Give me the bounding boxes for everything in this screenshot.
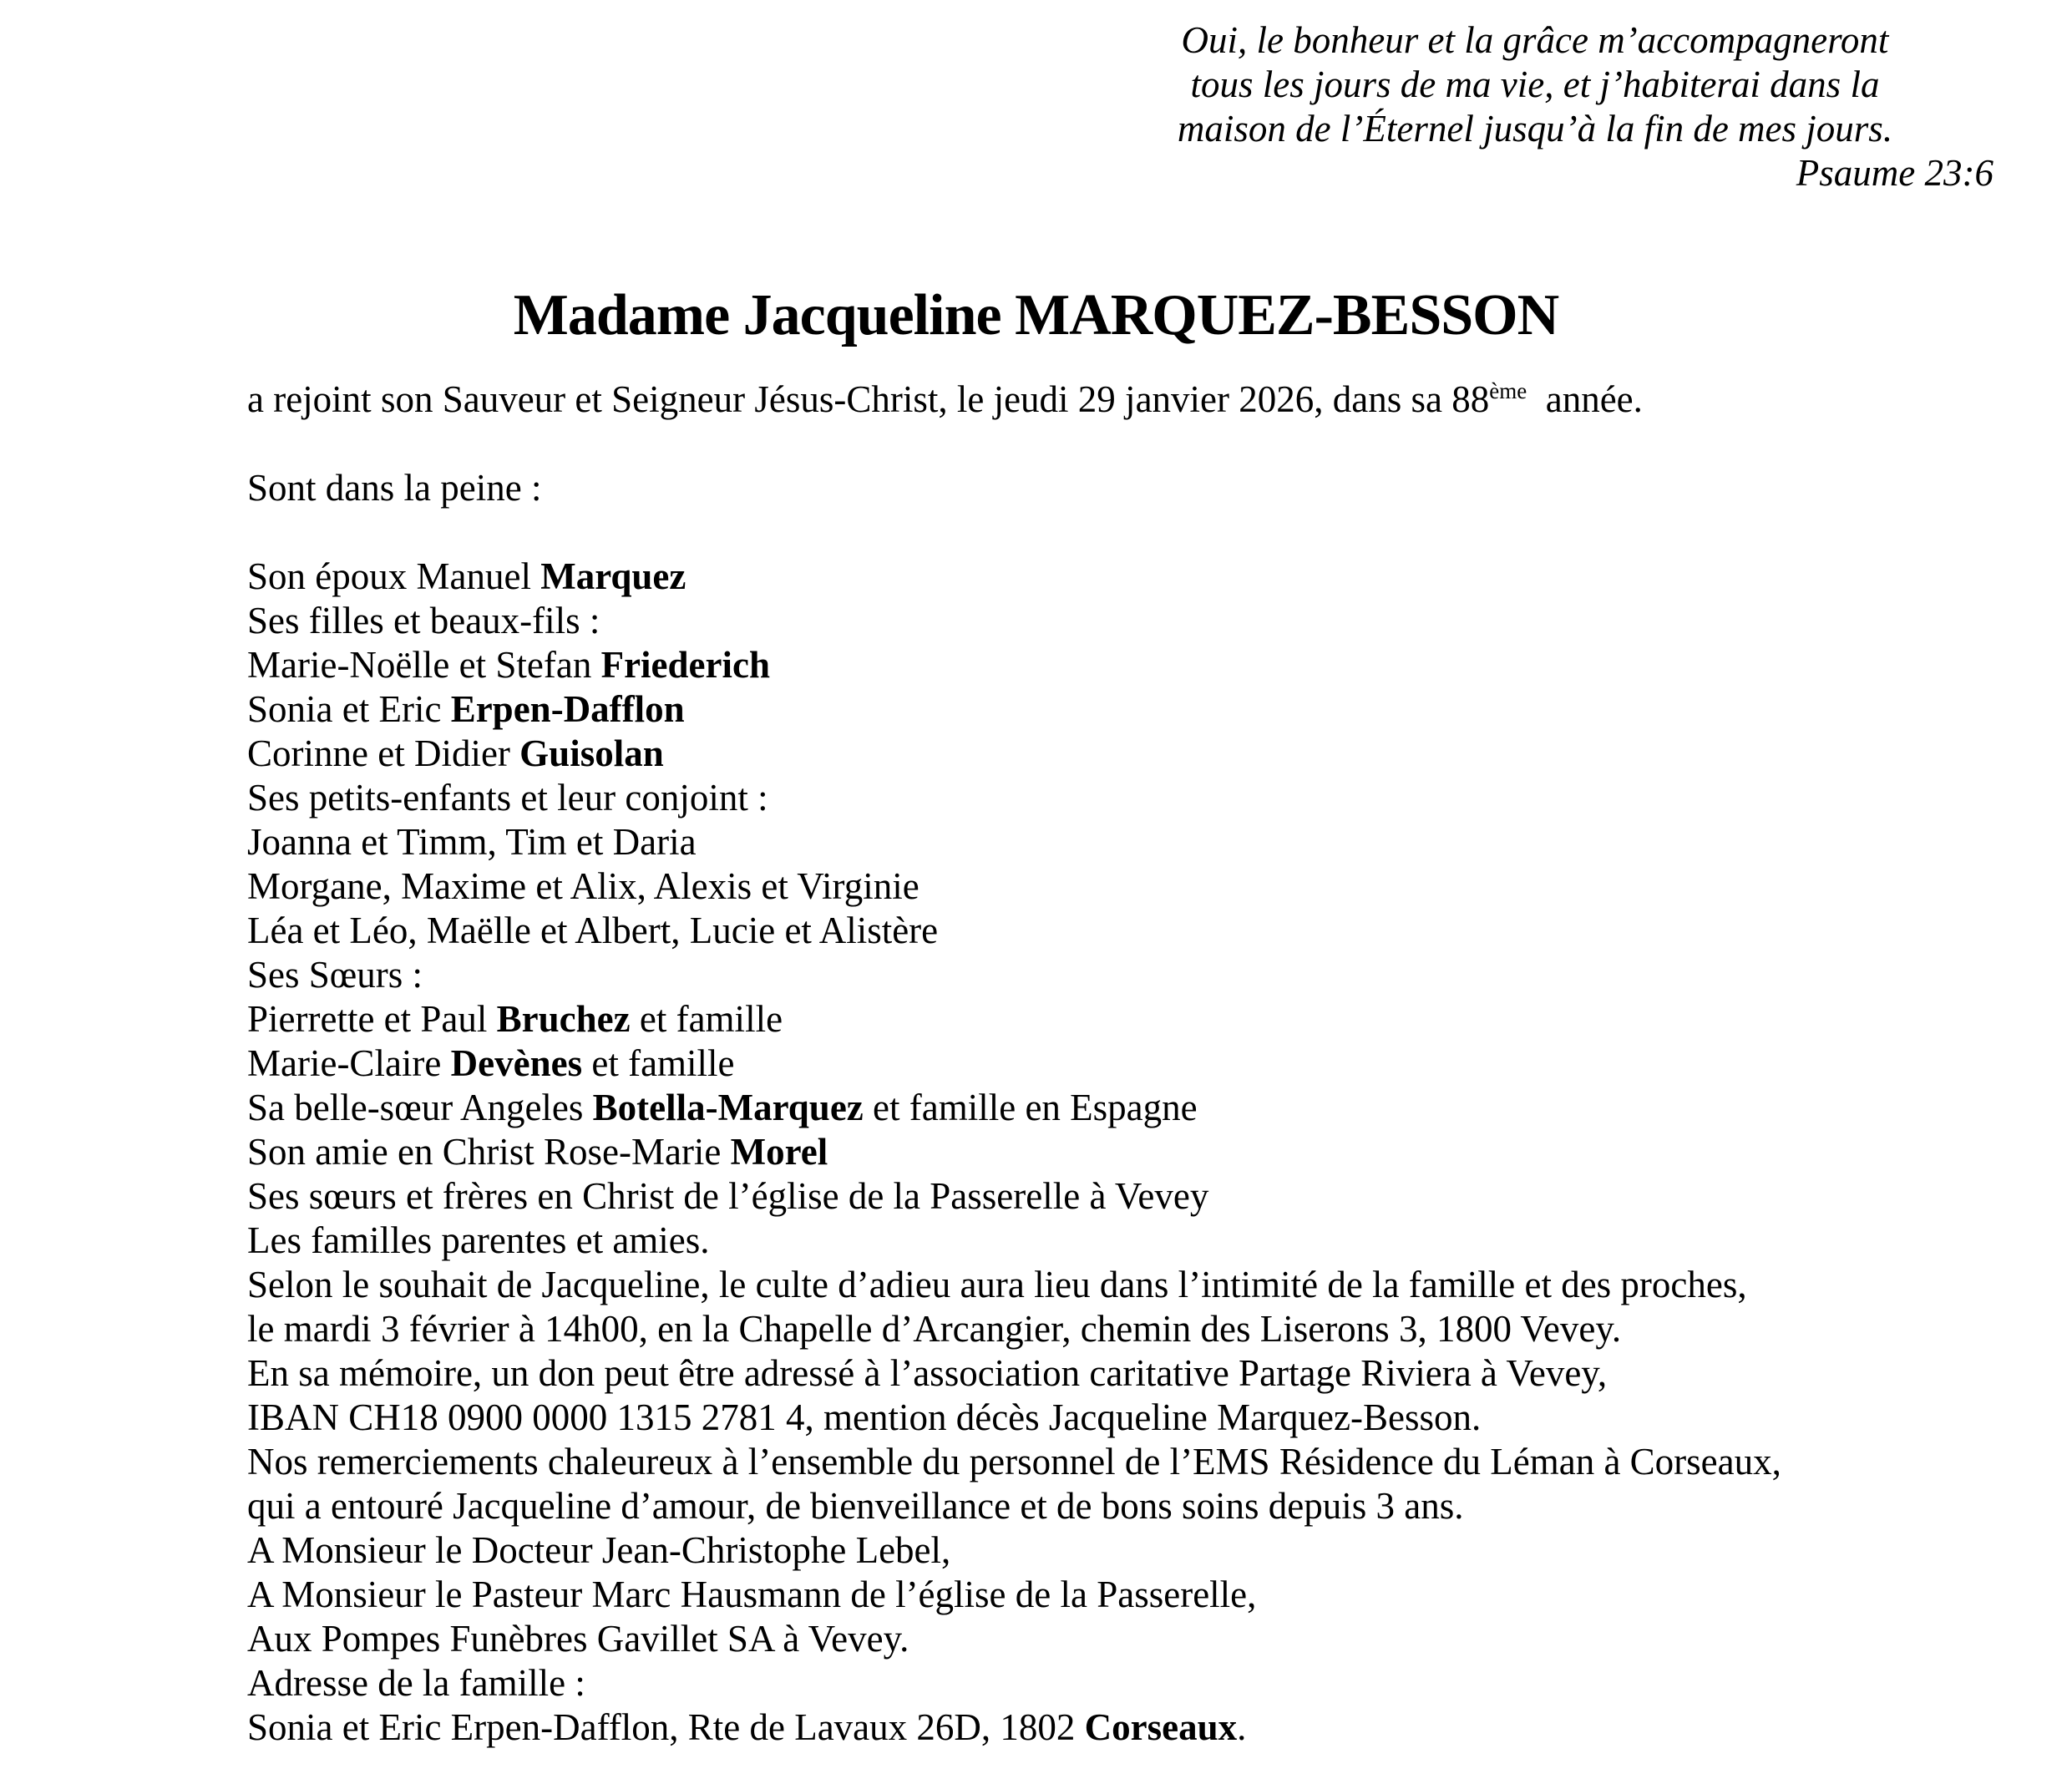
- text-segment: et famille: [582, 1042, 735, 1084]
- text-segment: Guisolan: [519, 732, 664, 774]
- text-segment: Sonia et Eric Erpen-Dafflon, Rte de Lavaux 26D, 1802: [247, 1706, 1085, 1748]
- text-segment: et famille en Espagne: [863, 1087, 1198, 1128]
- text-segment: Sonia et Eric: [247, 688, 451, 730]
- scripture-reference: Psaume 23:6: [1796, 152, 1993, 194]
- family-and-details-lines: [247, 555, 2034, 1750]
- blank-line: [247, 510, 2034, 555]
- text-segment: et famille: [630, 998, 783, 1040]
- text-segment: Marie-Noëlle et Stefan: [247, 644, 601, 686]
- text-segment: Pierrette et Paul: [247, 998, 497, 1040]
- text-segment: Les familles parentes et amies.: [247, 1219, 710, 1261]
- body-line: [247, 643, 2034, 687]
- text-segment: A Monsieur le Pasteur Marc Hausmann de l’église de la Passerelle,: [247, 1574, 1257, 1615]
- text-segment: qui a entouré Jacqueline d’amour, de bienveillance et de bons soins depuis 3 ans.: [247, 1485, 1464, 1527]
- text-segment: .: [1237, 1706, 1247, 1748]
- body-line: [247, 555, 2034, 599]
- text-segment: Ses sœurs et frères en Christ de l’église de la Passerelle à Vevey: [247, 1175, 1209, 1217]
- body-line: [247, 1263, 2034, 1307]
- mourning-header: Sont dans la peine :: [247, 467, 542, 509]
- body-line: [247, 1396, 2034, 1440]
- text-segment: Marquez: [540, 555, 686, 597]
- scripture-quote-line: maison de l’Éternel jusqu’à la fin de mes jours.: [1177, 108, 1893, 150]
- text-segment: Ses Sœurs :: [247, 954, 423, 996]
- text-segment: Sa belle-sœur Angeles: [247, 1087, 593, 1128]
- text-segment: Nos remerciements chaleureux à l’ensemble du personnel de l’EMS Résidence du Léman à Corseaux,: [247, 1441, 1781, 1482]
- body-line: [247, 1086, 2034, 1130]
- text-segment: En sa mémoire, un don peut être adressé à l’association caritative Partage Riviera à Vevey,: [247, 1352, 1608, 1394]
- body-line: [247, 732, 2034, 776]
- text-segment: a rejoint son Sauveur et Seigneur Jésus-Christ, le jeudi 29 janvier 2026, dans sa 88: [247, 378, 1490, 420]
- text-segment: Aux Pompes Funèbres Gavillet SA à Vevey.: [247, 1618, 909, 1660]
- scripture-quote-lines: [1071, 18, 1999, 151]
- body-line: [247, 1174, 2034, 1219]
- text-segment: Son amie en Christ Rose-Marie: [247, 1131, 731, 1173]
- text-segment: Son époux Manuel: [247, 555, 541, 597]
- scripture-quote-line: Oui, le bonheur et la grâce m’accompagneront: [1181, 19, 1889, 61]
- scripture-quote-line: tous les jours de ma vie, et j’habiterai dans la: [1190, 63, 1880, 105]
- body-line: [247, 1307, 2034, 1351]
- body-line: [247, 864, 2034, 909]
- body-line: [247, 1705, 2034, 1750]
- text-segment: Morel: [730, 1131, 828, 1173]
- body-line: [247, 1130, 2034, 1174]
- body-line: [247, 1042, 2034, 1086]
- text-segment: Devènes: [450, 1042, 583, 1084]
- body-line: [247, 1440, 2034, 1484]
- text-segment: Erpen-Dafflon: [450, 688, 685, 730]
- text-segment: Léa et Léo, Maëlle et Albert, Lucie et Alistère: [247, 910, 939, 951]
- text-segment: Marie-Claire: [247, 1042, 451, 1084]
- text-segment: A Monsieur le Docteur Jean-Christophe Lebel,: [247, 1529, 951, 1571]
- body-line: [247, 1661, 2034, 1705]
- text-segment: ème: [1489, 378, 1527, 403]
- text-segment: Joanna et Timm, Tim et Daria: [247, 821, 697, 863]
- body-text: [247, 378, 2034, 1750]
- text-segment: Morgane, Maxime et Alix, Alexis et Virginie: [247, 865, 919, 907]
- text-segment: Friederich: [600, 644, 770, 686]
- body-line: [247, 953, 2034, 997]
- text-segment: Corseaux: [1084, 1706, 1238, 1748]
- body-line: [247, 599, 2034, 643]
- text-segment: Corinne et Didier: [247, 732, 520, 774]
- text-segment: Ses filles et beaux-fils :: [247, 600, 600, 641]
- body-line: [247, 687, 2034, 732]
- body-line: [247, 1573, 2034, 1617]
- text-segment: IBAN CH18 0900 0000 1315 2781 4, mention décès Jacqueline Marquez-Besson.: [247, 1396, 1482, 1438]
- body-line: [247, 1219, 2034, 1263]
- text-segment: année.: [1527, 378, 1643, 420]
- body-line: [247, 1617, 2034, 1661]
- intro-line: [247, 378, 2034, 422]
- text-segment: Ses petits-enfants et leur conjoint :: [247, 777, 768, 819]
- body-line: [247, 1351, 2034, 1396]
- body-line: [247, 776, 2034, 820]
- text-segment: Bruchez: [496, 998, 631, 1040]
- scripture-quote: [1071, 18, 1999, 195]
- body-line: [247, 1528, 2034, 1573]
- body-line: [247, 1484, 2034, 1528]
- deceased-name-title: Madame Jacqueline MARQUEZ-BESSON: [513, 283, 1559, 347]
- text-segment: Adresse de la famille :: [247, 1662, 585, 1704]
- text-segment: Botella-Marquez: [592, 1087, 864, 1128]
- body-line: [247, 820, 2034, 864]
- text-segment: Selon le souhait de Jacqueline, le culte d’adieu aura lieu dans l’intimité de la famille et des proches,: [247, 1264, 1747, 1305]
- text-segment: le mardi 3 février à 14h00, en la Chapelle d’Arcangier, chemin des Liserons 3, 1800 Vevey.: [247, 1308, 1622, 1350]
- body-line: [247, 997, 2034, 1042]
- blank-line: [247, 422, 2034, 466]
- body-line: [247, 909, 2034, 953]
